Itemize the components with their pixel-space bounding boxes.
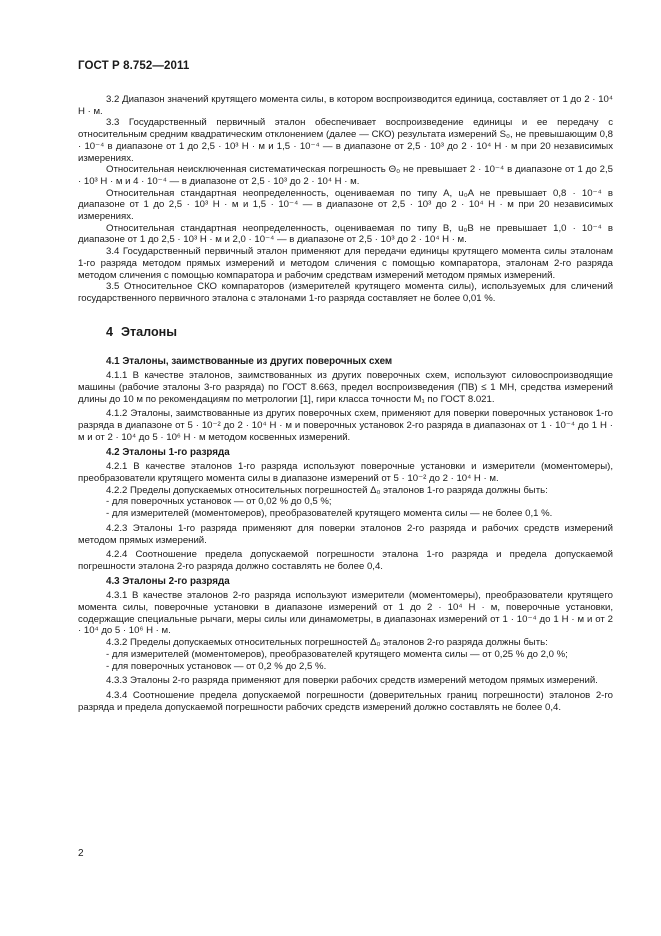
section-heading-4 — [106, 325, 613, 339]
paragraph-4-1-1: 4.1.1 В качестве эталонов, заимствованных из других поверочных схем, используют силовоспроизводящие машины (рабочие эталоны 3-го разряда) по ГОСТ 8.663, предел воспроизведения (ПВ) ≤ 1 МН, средства измерений длины до 10 м по рекомендациям по метрологии [1], гири класса точности M₁ по ГОСТ 8.021. — [78, 370, 613, 405]
subsection-heading-4-2: 4.2 Эталоны 1-го разряда — [106, 446, 230, 458]
list-item-4-3-2-b: - для поверочных установок — от 0,2 % до 2,5 %. — [106, 660, 327, 672]
paragraph-3-4: 3.4 Государственный первичный эталон применяют для передачи единицы крутящего момента силы эталонам 1-го разряда методом прямых измерений и методом сличения с помощью компаратора, эталонам 2-го разряда методом сличения с помощью компаратора и рабочим средствам измерений методом прямых измерений. — [78, 246, 613, 281]
page-body — [78, 94, 613, 713]
section-title: Эталоны — [121, 324, 178, 339]
paragraph-4-2-2: 4.2.2 Пределы допускаемых относительных погрешностей Δ₀ эталонов 1-го разряда должны быть: — [106, 484, 548, 496]
paragraph-4-3-4: 4.3.4 Соотношение предела допускаемой погрешности (доверительных границ погрешности) эталонов 2-го разряда и предела допускаемой погрешности рабочих средств измерений должно составлять не более 0,4. — [78, 689, 613, 713]
paragraph-3-2: 3.2 Диапазон значений крутящего момента силы, в котором воспроизводится единица, составляет от 1 до 2 · 10⁴ Н · м. — [78, 94, 613, 117]
document-header: ГОСТ Р 8.752—2011 — [78, 60, 190, 72]
paragraph-3-3: 3.3 Государственный первичный эталон обеспечивает воспроизведение единицы и ее передачу с относительным средним квадратическим отклонением (далее — СКО) результата измерений S₀, не превышающим 0,8 · 10⁻⁴ в диапазоне от 1 до 2,5 · 10³ Н · м и 1,5 · 10⁻⁴ — в диапазоне от 2,5 · 10³ до 2 · 10⁴ Н · м при 20 независимых измерениях. — [78, 117, 613, 164]
paragraph-systematic-error: Относительная неисключенная систематическая погрешность Θ₀ не превышает 2 · 10⁻⁴ в диапазоне от 1 до 2,5 · 10³ Н · м и 4 · 10⁻⁴ — в диапазоне от 2,5 · 10³ до 2 · 10⁴ Н · м. — [78, 164, 613, 187]
subsection-heading-4-3: 4.3 Эталоны 2-го разряда — [106, 575, 230, 587]
paragraph-4-2-4: 4.2.4 Соотношение предела допускаемой погрешности эталона 1-го разряда и предела допускаемой погрешности эталона 2-го разряда должно составлять не более 0,4. — [78, 549, 613, 572]
paragraph-4-3-1: 4.3.1 В качестве эталонов 2-го разряда используют измерители (моментомеры), преобразователи крутящего момента силы, поверочные установки в диапазоне измерений от 1 до 2 · 10⁴ Н · м, поверочные установки, содержащие специальные рычаги, меры силы или динамометры, в диапазонах измерений от 1 · 10⁻⁴ до 1 Н · м и от 2 · 10⁴ до 5 · 10⁶ Н · м. — [78, 590, 613, 637]
list-item-4-2-2-b: - для измерителей (моментомеров), преобразователей крутящего момента силы — не более 0,1 %. — [106, 508, 553, 520]
paragraph-4-2-3: 4.2.3 Эталоны 1-го разряда применяют для поверки эталонов 2-го разряда и рабочих средств измерений методом прямых измерений. — [78, 522, 613, 546]
subsection-heading-4-1: 4.1 Эталоны, заимствованные из других поверочных схем — [106, 355, 393, 367]
paragraph-4-2-1: 4.2.1 В качестве эталонов 1-го разряда используют поверочные установки и измерители (моментомеры), преобразователи крутящего момента силы в диапазоне измерений от 5 · 10⁻² до 2 · 10⁴ Н · м. — [78, 461, 613, 484]
paragraph-uncertainty-b: Относительная стандартная неопределенность, оцениваемая по типу В, u₀B не превышает 1,0 · 10⁻⁴ в диапазоне от 1 до 2,5 · 10³ Н · м и 2,0 · 10⁻⁴ — в диапазоне от 2,5 · 10³ до 2 · 10⁴ Н · м. — [78, 222, 613, 246]
list-item-4-2-2-a: - для поверочных установок — от 0,02 % до 0,5 %; — [106, 496, 332, 508]
paragraph-4-1-2: 4.1.2 Эталоны, заимствованные из других поверочных схем, применяют для поверки поверочных установок 1-го разряда в диапазоне от 5 · 10⁻² до 2 · 10⁴ Н · м и поверочных установок 2-го разряда в диапазонах от 1 · 10⁻⁴ до 1 Н · м и от 2 · 10⁴ до 5 · 10⁶ Н · м методом косвенных измерений. — [78, 408, 613, 443]
paragraph-4-3-3: 4.3.3 Эталоны 2-го разряда применяют для поверки рабочих средств измерений методом прямых измерений. — [106, 675, 598, 687]
paragraph-uncertainty-a: Относительная стандартная неопределенность, оцениваемая по типу А, u₀A не превышает 0,8 · 10⁻⁴ в диапазоне от 1 до 2,5 · 10³ Н · м и 1,5 · 10⁻⁴ — в диапазоне от 2,5 · 10³ до 2 · 10⁴ Н · м при 20 независимых измерениях. — [78, 187, 613, 223]
list-item-4-3-2-a: - для измерителей (моментомеров), преобразователей крутящего момента силы — от 0,25 % до 2,0 %; — [106, 648, 568, 660]
page-number: 2 — [78, 848, 84, 859]
paragraph-4-3-2: 4.3.2 Пределы допускаемых относительных погрешностей Δ₀ эталонов 2-го разряда должны быть: — [106, 637, 548, 649]
paragraph-3-5: 3.5 Относительное СКО компараторов (измерителей крутящего момента силы), используемых для сличений государственного первичного эталона с эталонами 1-го разряда составляет не более 0,01 %. — [78, 281, 613, 304]
section-number: 4 — [106, 324, 114, 339]
